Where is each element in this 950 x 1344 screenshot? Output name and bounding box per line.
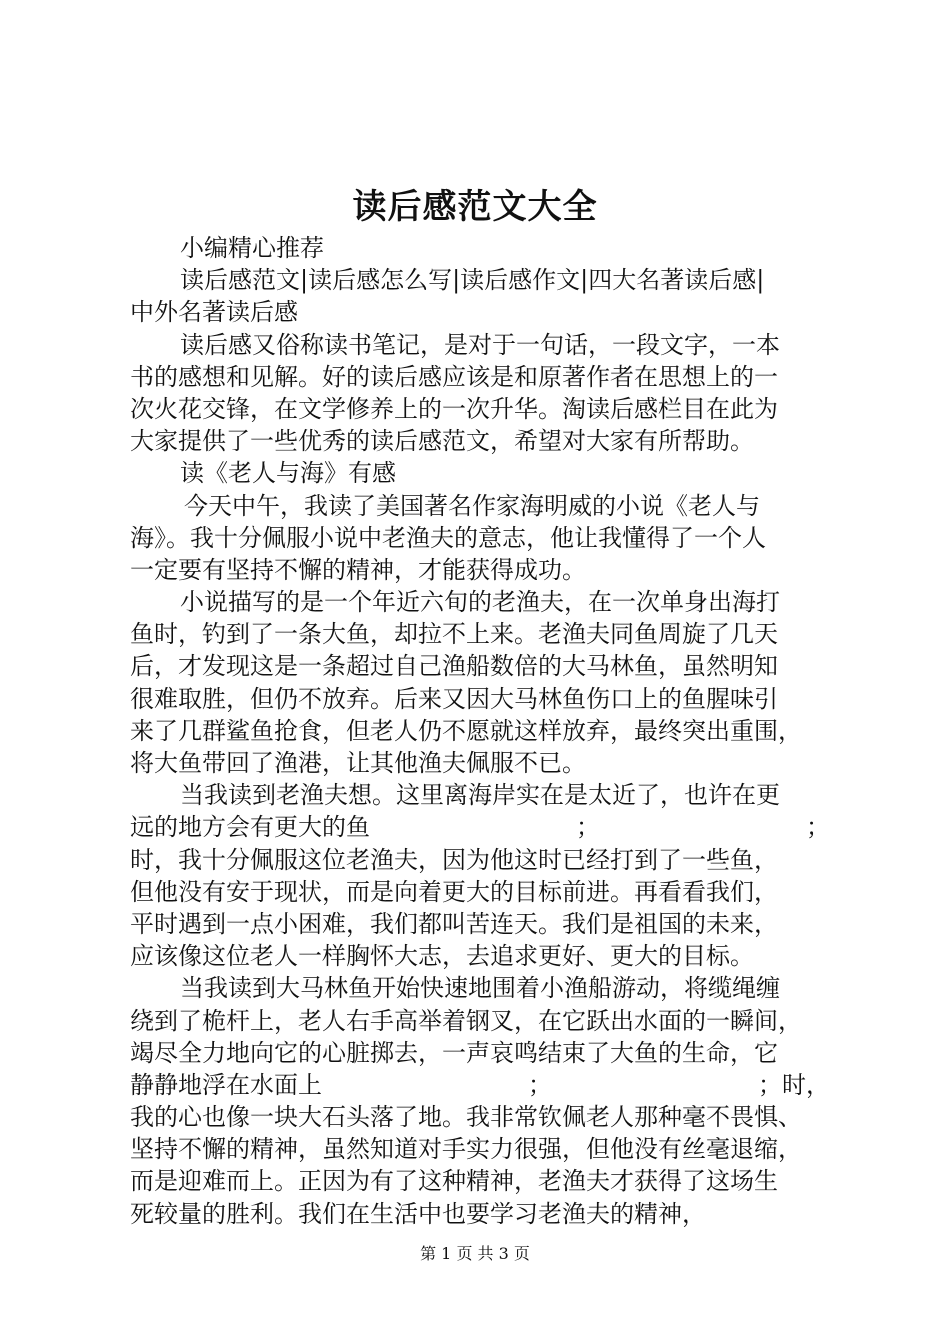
paragraph-text: ；时， [758, 1070, 830, 1099]
paragraph-line: 时，我十分佩服这位老渔夫，因为他这时已经打到了一些鱼， [130, 845, 778, 874]
paragraph-text: 静静地浮在水面上 [130, 1070, 322, 1099]
paragraph-line: 我的心也像一块大石头落了地。我非常钦佩老人那种毫不畏惧、 [130, 1103, 802, 1132]
paragraph-line: 坚持不懈的精神，虽然知道对手实力很强，但他没有丝毫退缩， [130, 1135, 802, 1164]
paragraph-line: 应该像这位老人一样胸怀大志，去追求更好、更大的目标。 [130, 942, 754, 971]
punctuation-mark: ； [806, 813, 830, 842]
paragraph-line: 竭尽全力地向它的心脏掷去，一声哀鸣结束了大鱼的生命，它 [130, 1038, 778, 1067]
intro-line: 次火花交锋，在文学修养上的一次升华。淘读后感栏目在此为 [130, 394, 778, 423]
intro-line: 读后感又俗称读书笔记，是对于一句话，一段文字，一本 [180, 330, 780, 359]
paragraph-line: 将大鱼带回了渔港，让其他渔夫佩服不已。 [130, 749, 586, 777]
punctuation-mark: ； [528, 1070, 552, 1099]
paragraph-text: 远的地方会有更大的鱼 [130, 813, 370, 842]
paragraph-line: 绕到了桅杆上，老人右手高举着钢叉，在它跃出水面的一瞬间， [130, 1006, 802, 1035]
paragraph-line: 来了几群鲨鱼抢食，但老人仍不愿就这样放弃，最终突出重围， [130, 716, 802, 745]
paragraph-line: 当我读到老渔夫想。这里离海岸实在是太近了，也许在更 [180, 781, 780, 810]
paragraph-line: 海》。我十分佩服小说中老渔夫的意志，他让我懂得了一个人 [130, 523, 766, 552]
recommend-line: 小编精心推荐 [180, 234, 324, 262]
paragraph-line-spaced [130, 811, 830, 843]
paragraph-line: 但他没有安于现状，而是向着更大的目标前进。再看看我们， [130, 877, 778, 906]
document-title: 读后感范文大全 [352, 187, 598, 227]
paragraph-line: 很难取胜，但仍不放弃。后来又因大马林鱼伤口上的鱼腥味引 [130, 684, 778, 713]
paragraph-line-spaced [130, 1069, 830, 1101]
paragraph-line: 平时遇到一点小困难，我们都叫苦连天。我们是祖国的未来， [130, 909, 778, 938]
intro-line: 书的感想和见解。好的读后感应该是和原著作者在思想上的一 [130, 362, 778, 391]
page-footer: 第 1 页 共 3 页 [420, 1244, 530, 1263]
categories-line-1: 读后感范文|读后感怎么写|读后感作文|四大名著读后感| [180, 266, 765, 295]
paragraph-line: 今天中午，我读了美国著名作家海明威的小说《老人与 [184, 491, 760, 520]
paragraph-line: 鱼时，钓到了一条大鱼，却拉不上来。老渔夫同鱼周旋了几天 [130, 620, 778, 649]
punctuation-mark: ； [576, 813, 600, 842]
intro-line: 大家提供了一些优秀的读后感范文，希望对大家有所帮助。 [130, 427, 754, 456]
document-body [130, 232, 830, 1230]
essay-title: 读《老人与海》有感 [180, 459, 396, 488]
paragraph-line: 小说描写的是一个年近六旬的老渔夫，在一次单身出海打 [180, 588, 780, 617]
paragraph-line: 后，才发现这是一条超过自己渔船数倍的大马林鱼，虽然明知 [130, 652, 778, 681]
paragraph-line: 当我读到大马林鱼开始快速地围着小渔船游动，将缆绳缠 [180, 974, 780, 1003]
paragraph-line: 死较量的胜利。我们在生活中也要学习老渔夫的精神， [130, 1199, 706, 1228]
categories-line-2: 中外名著读后感 [130, 298, 298, 327]
paragraph-line: 一定要有坚持不懈的精神，才能获得成功。 [130, 555, 586, 584]
paragraph-line: 而是迎难而上。正因为有了这种精神，老渔夫才获得了这场生 [130, 1167, 778, 1196]
